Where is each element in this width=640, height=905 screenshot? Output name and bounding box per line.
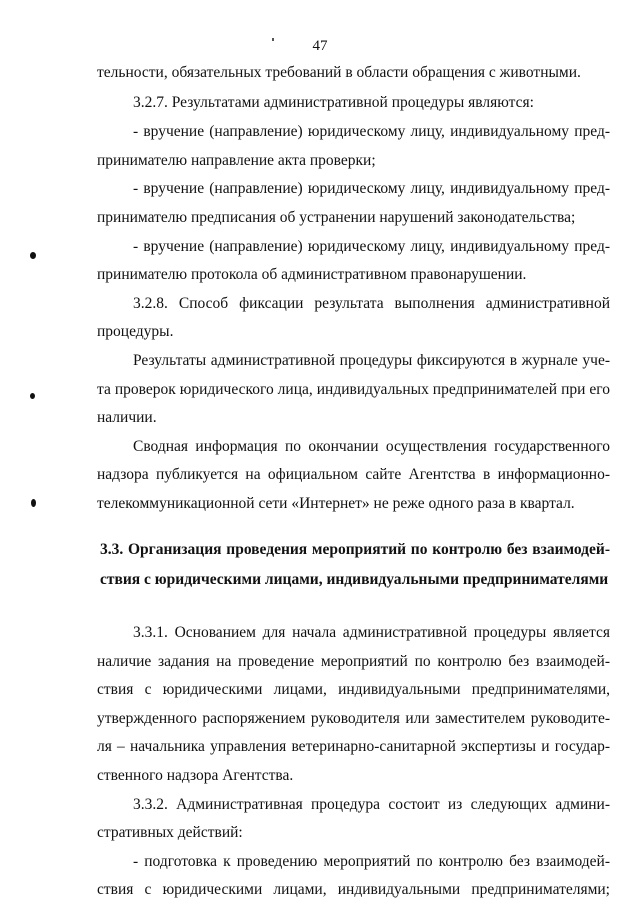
- scan-mark: [31, 499, 36, 507]
- text-line: принимателю протокола об административном правонарушении.: [97, 266, 527, 283]
- text-line: надзора публикуется на официальном сайте Агентства в информационно-: [97, 466, 610, 483]
- text-line: принимателю предписания об устранении нарушений законодательства;: [97, 209, 576, 226]
- scan-mark: [30, 393, 35, 399]
- text-line: 3.2.7. Результатами административной процедуры являются:: [133, 94, 534, 111]
- page-number: 47: [312, 38, 328, 54]
- text-line: телекоммуникационной сети «Интернет» не реже одного раза в квартал.: [97, 495, 575, 512]
- text-line: ственного надзора Агентства.: [97, 767, 294, 784]
- text-line: Результаты административной процедуры фиксируются в журнале уче-: [133, 352, 610, 369]
- section-heading: ствия с юридическими лицами, индивидуальными предпринимателями: [100, 571, 609, 588]
- text-line: Сводная информация по окончании осуществления государственного: [133, 438, 610, 455]
- text-line: наличие задания на проведение мероприятий по контролю без взаимодей-: [97, 653, 610, 670]
- text-line: 3.3.2. Административная процедура состоит из следующих админи-: [133, 796, 610, 813]
- text-line: ствия с юридическими лицами, индивидуальными предпринимателями,: [97, 681, 610, 698]
- text-line: процедуры.: [97, 323, 174, 340]
- text-line: - подготовка к проведению мероприятий по контролю без взаимодей-: [133, 853, 610, 870]
- text-line: та проверок юридического лица, индивидуальных предпринимателей при его: [97, 381, 610, 398]
- text-line: тельности, обязательных требований в области обращения с животными.: [97, 64, 581, 81]
- text-line: 3.2.8. Способ фиксации результата выполнения административной: [133, 295, 610, 312]
- text-line: принимателю направление акта проверки;: [97, 152, 376, 169]
- text-line: - вручение (направление) юридическому лицу, индивидуальному пред-: [133, 238, 610, 255]
- scan-mark: [30, 252, 36, 259]
- text-line: ствия с юридическими лицами, индивидуальными предпринимателями;: [97, 881, 610, 898]
- text-line: - вручение (направление) юридическому лицу, индивидуальному пред-: [133, 180, 610, 197]
- text-line: ля – начальника управления ветеринарно-санитарной экспертизы и государ-: [97, 738, 610, 755]
- text-line: наличии.: [97, 409, 157, 426]
- text-line: 3.3.1. Основанием для начала административной процедуры является: [133, 624, 610, 641]
- text-line: - вручение (направление) юридическому лицу, индивидуальному пред-: [133, 123, 610, 140]
- text-line: стративных действий:: [97, 824, 243, 841]
- section-heading: 3.3. Организация проведения мероприятий по контролю без взаимодей-: [100, 541, 610, 558]
- scan-speck: [272, 38, 274, 41]
- text-line: утвержденного распоряжением руководителя или заместителем руководите-: [97, 710, 610, 727]
